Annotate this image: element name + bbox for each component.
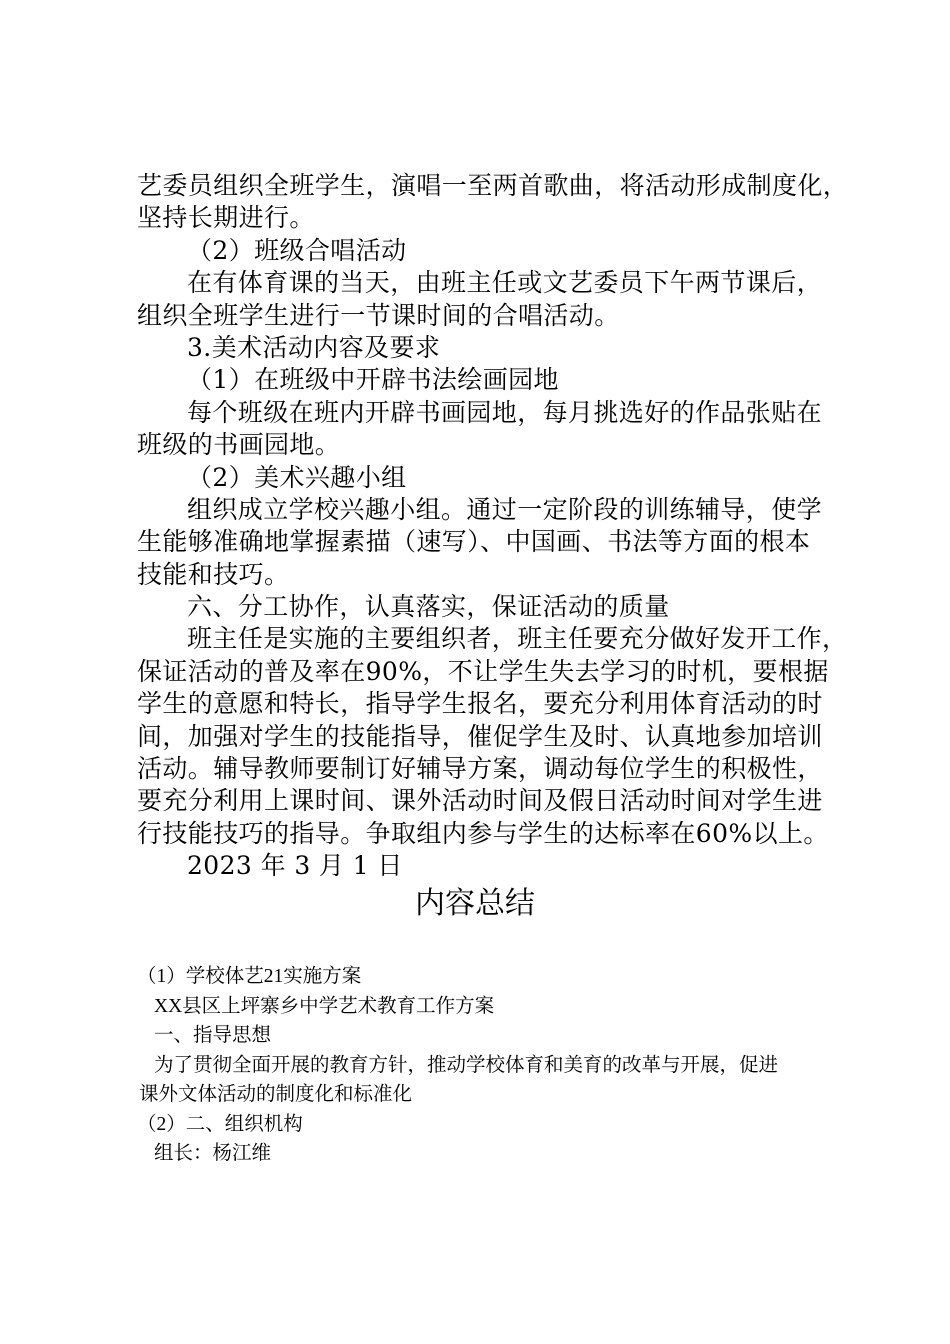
date-line: 2023 年 3 月 1 日 [187, 851, 403, 881]
body-line: 间，加强对学生的技能指导，催促学生及时、认真地参加培训 [137, 721, 823, 751]
body-line: 坚持长期进行。 [137, 203, 315, 233]
body-line: 生能够准确地掌握素描（速写）、中国画、书法等方面的根本 [137, 527, 811, 557]
body-line: （2）美术兴趣小组 [187, 462, 407, 492]
body-line: 保证活动的普及率在90%，不让学生失去学习的时机，要根据 [137, 656, 829, 686]
body-line: 在有体育课的当天，由班主任或文艺委员下午两节课后， [187, 268, 823, 298]
summary-line: 课外文体活动的制度化和标准化 [139, 1084, 413, 1105]
body-line: 组织成立学校兴趣小组。通过一定阶段的训练辅导，使学 [187, 494, 823, 524]
summary-line: 为了贯彻全面开展的教育方针，推动学校体育和美育的改革与开展，促进 [154, 1054, 779, 1076]
summary-title: 内容总结 [415, 887, 535, 920]
body-line: （1）在班级中开辟书法绘画园地 [187, 365, 559, 395]
body-line: 3.美术活动内容及要求 [187, 332, 441, 362]
body-line: 组织全班学生进行一节课时间的合唱活动。 [137, 300, 620, 330]
summary-line: 一、指导思想 [154, 1025, 272, 1046]
body-line: 班级的书画园地。 [137, 430, 341, 460]
body-line: 活动。辅导教师要制订好辅导方案，调动每位学生的积极性， [137, 754, 823, 784]
summary-section [137, 962, 837, 1169]
body-line: 学生的意愿和特长，指导学生报名，要充分利用体育活动的时 [137, 689, 823, 719]
summary-line: XX县区上坪寨乡中学艺术教育工作方案 [154, 995, 495, 1017]
summary-line: 组长：杨江维 [154, 1143, 272, 1164]
summary-line: （1）学校体艺21实施方案 [137, 966, 362, 987]
body-line: 每个班级在班内开辟书画园地，每月挑选好的作品张贴在 [187, 397, 823, 427]
body-line: 要充分利用上课时间、课外活动时间及假日活动时间对学生进 [137, 786, 823, 816]
summary-line: （2）二、组织机构 [137, 1113, 303, 1135]
body-line: 班主任是实施的主要组织者，班主任要充分做好发开工作， [187, 624, 848, 654]
body-text [137, 170, 849, 883]
body-line: 六、分工协作，认真落实，保证活动的质量 [187, 592, 670, 622]
body-line: 行技能技巧的指导。争取组内参与学生的达标率在60%以上。 [137, 818, 829, 848]
body-line: 技能和技巧。 [137, 559, 290, 589]
body-line: 艺委员组织全班学生，演唱一至两首歌曲，将活动形成制度化， [137, 171, 849, 200]
body-line: （2）班级合唱活动 [187, 235, 407, 265]
